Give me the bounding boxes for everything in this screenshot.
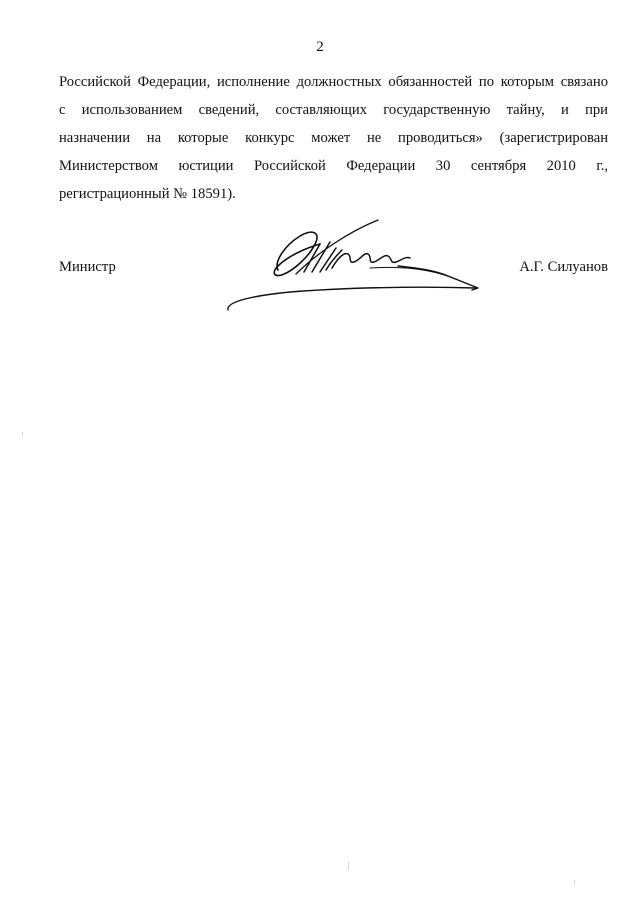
scan-speck xyxy=(348,862,349,870)
signatory-name: А.Г. Силуанов xyxy=(519,259,608,275)
page-number: 2 xyxy=(316,39,324,55)
scan-speck xyxy=(574,880,575,885)
handwritten-signature xyxy=(220,218,490,318)
paragraph-line: Российской Федерации, исполнение должностных обязанностей по которым связано xyxy=(59,74,608,90)
paragraph-line: регистрационный № 18591). xyxy=(59,186,236,202)
scan-speck xyxy=(22,432,23,436)
paragraph-line: назначении на которые конкурс может не проводиться» (зарегистрирован xyxy=(59,130,608,146)
paragraph-line: Министерством юстиции Российской Федерации 30 сентября 2010 г., xyxy=(59,158,608,174)
body-paragraph xyxy=(59,68,608,208)
signatory-title: Министр xyxy=(59,259,116,275)
paragraph-line: с использованием сведений, составляющих государственную тайну, и при xyxy=(59,102,608,118)
